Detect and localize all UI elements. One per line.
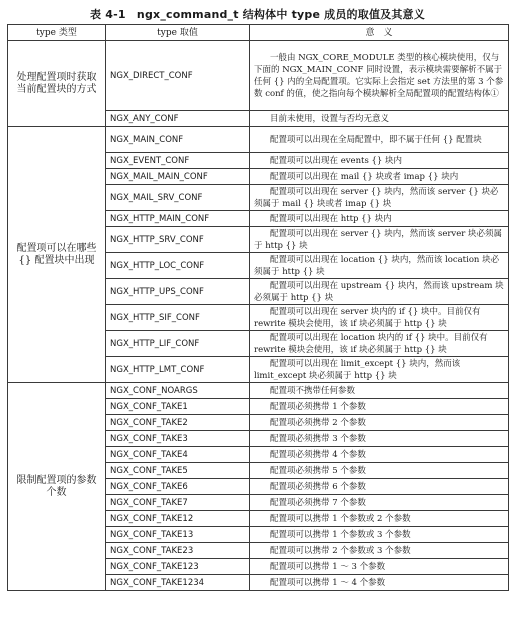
type-value-cell: NGX_CONF_TAKE1 <box>106 399 250 415</box>
type-value-cell: NGX_HTTP_MAIN_CONF <box>106 211 250 227</box>
table-row <box>8 41 509 111</box>
group-label: 限制配置项的参数个数 <box>8 383 106 591</box>
group-label: 处理配置项时获取当前配置块的方式 <box>8 41 106 127</box>
meaning-cell: 配置项必须携带 5 个参数 <box>250 463 509 479</box>
type-value-cell: NGX_HTTP_SIF_CONF <box>106 305 250 331</box>
type-value-cell: NGX_CONF_NOARGS <box>106 383 250 399</box>
meaning-cell: 配置项不携带任何参数 <box>250 383 509 399</box>
meaning-cell: 配置项可以出现在 upstream {} 块内，然而该 upstream 块必须属于 http {} 块 <box>250 279 509 305</box>
meaning-cell: 配置项可以携带 1 个参数或 3 个参数 <box>250 527 509 543</box>
group-label: 配置项可以在哪些 {} 配置块中出现 <box>8 127 106 383</box>
meaning-cell: 配置项可以携带 1 个参数或 2 个参数 <box>250 511 509 527</box>
type-value-cell: NGX_CONF_TAKE6 <box>106 479 250 495</box>
type-value-cell: NGX_HTTP_SRV_CONF <box>106 227 250 253</box>
meaning-cell: 一般由 NGX_CORE_MODULE 类型的核心模块使用，仅与下面的 NGX_MAIN_CONF 同时设置，表示模块需要解析不属于任何 {} 内的全局配置项。它实际上会指定 set 方法里的第 3 个参数 conf 的值，使之指向每个模块解析全局配置项的配置结构体① <box>250 41 509 111</box>
type-value-cell: NGX_CONF_TAKE4 <box>106 447 250 463</box>
type-value-cell: NGX_MAIN_CONF <box>106 127 250 153</box>
header-type-value: type 取值 <box>106 25 250 41</box>
type-value-cell: NGX_CONF_TAKE2 <box>106 415 250 431</box>
type-value-cell: NGX_HTTP_UPS_CONF <box>106 279 250 305</box>
type-value-cell: NGX_HTTP_LOC_CONF <box>106 253 250 279</box>
meaning-cell: 配置项可以出现在 server {} 块内，然而该 server {} 块必须属于 mail {} 块或者 imap {} 块 <box>250 185 509 211</box>
type-value-cell: NGX_CONF_TAKE13 <box>106 527 250 543</box>
type-value-cell: NGX_CONF_TAKE12 <box>106 511 250 527</box>
type-value-cell: NGX_CONF_TAKE5 <box>106 463 250 479</box>
table-row <box>8 127 509 153</box>
type-value-cell: NGX_CONF_TAKE3 <box>106 431 250 447</box>
header-row <box>8 25 509 41</box>
table-caption: 表 4-1 ngx_command_t 结构体中 type 成员的取值及其意义 <box>90 8 425 21</box>
meaning-cell: 配置项必须携带 7 个参数 <box>250 495 509 511</box>
header-meaning: 意 义 <box>250 25 509 41</box>
meaning-cell: 配置项可以出现在 http {} 块内 <box>250 211 509 227</box>
meaning-cell: 配置项可以携带 1 ～ 4 个参数 <box>250 575 509 591</box>
type-value-cell: NGX_ANY_CONF <box>106 111 250 127</box>
meaning-cell: 配置项必须携带 6 个参数 <box>250 479 509 495</box>
meaning-cell: 配置项可以出现在 server {} 块内，然而该 server 块必须属于 http {} 块 <box>250 227 509 253</box>
type-value-cell: NGX_CONF_TAKE1234 <box>106 575 250 591</box>
meaning-cell: 配置项可以出现在 server 块内的 if {} 块中。目前仅有 rewrite 模块会使用，该 if 块必须属于 http {} 块 <box>250 305 509 331</box>
type-values-table <box>7 24 509 591</box>
type-value-cell: NGX_CONF_TAKE7 <box>106 495 250 511</box>
type-value-cell: NGX_DIRECT_CONF <box>106 41 250 111</box>
type-value-cell: NGX_HTTP_LMT_CONF <box>106 357 250 383</box>
header-type-category: type 类型 <box>8 25 106 41</box>
meaning-cell: 目前未使用，设置与否均无意义 <box>250 111 509 127</box>
meaning-cell: 配置项必须携带 3 个参数 <box>250 431 509 447</box>
type-value-cell: NGX_MAIL_SRV_CONF <box>106 185 250 211</box>
type-value-cell: NGX_MAIL_MAIN_CONF <box>106 169 250 185</box>
meaning-cell: 配置项可以出现在 mail {} 块或者 imap {} 块内 <box>250 169 509 185</box>
meaning-cell: 配置项必须携带 2 个参数 <box>250 415 509 431</box>
meaning-cell: 配置项必须携带 4 个参数 <box>250 447 509 463</box>
type-value-cell: NGX_CONF_TAKE23 <box>106 543 250 559</box>
meaning-cell: 配置项可以携带 2 个参数或 3 个参数 <box>250 543 509 559</box>
meaning-cell: 配置项可以出现在 events {} 块内 <box>250 153 509 169</box>
meaning-cell: 配置项可以出现在 location 块内的 if {} 块中。目前仅有 rewrite 模块会使用，该 if 块必须属于 http {} 块 <box>250 331 509 357</box>
meaning-cell: 配置项必须携带 1 个参数 <box>250 399 509 415</box>
type-value-cell: NGX_EVENT_CONF <box>106 153 250 169</box>
meaning-cell: 配置项可以出现在 location {} 块内，然而该 location 块必须属于 http {} 块 <box>250 253 509 279</box>
meaning-cell: 配置项可以出现在 limit_except {} 块内，然而该 limit_except 块必须属于 http {} 块 <box>250 357 509 383</box>
meaning-cell: 配置项可以出现在全局配置中，即不属于任何 {} 配置块 <box>250 127 509 153</box>
meaning-cell: 配置项可以携带 1 ～ 3 个参数 <box>250 559 509 575</box>
type-value-cell: NGX_CONF_TAKE123 <box>106 559 250 575</box>
type-value-cell: NGX_HTTP_LIF_CONF <box>106 331 250 357</box>
table-row <box>8 383 509 399</box>
